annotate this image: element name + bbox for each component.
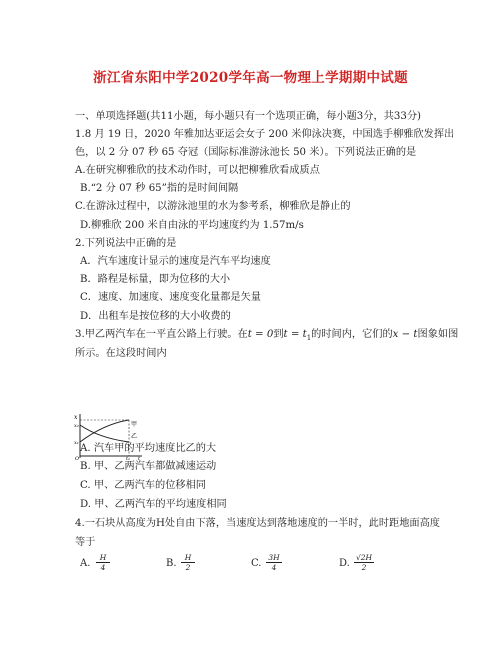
question-4-option-b-letter: B. (166, 558, 177, 569)
question-4-option-d-letter: D. (339, 558, 350, 569)
question-3-option-b: B. 甲、乙两汽车都做减速运动 (80, 461, 217, 472)
question-1-line-1: 1.8 月 19 日，2020 年雅加达亚运会女子 200 米仰泳决赛，中国选手柳雅欣发挥出 (75, 129, 455, 140)
question-4-option-c-letter: C. (251, 558, 262, 569)
question-3-option-d: D. 甲、乙两汽车的平均速度相同 (80, 499, 227, 510)
question-1-option-d: D.柳雅欣 200 米自由泳的平均速度约为 1.57m/s (80, 220, 304, 231)
question-2-option-c: C．速度、加速度、速度变化量都是矢量 (80, 292, 261, 303)
question-4-line-2: 等于 (75, 537, 96, 548)
graph-x2-label: x₂ (74, 423, 79, 429)
question-1-option-a: A.在研究柳雅欣的技术动作时，可以把柳雅欣看成质点 (75, 165, 320, 176)
graph-t1-label: t₁ (126, 456, 131, 460)
question-4-option-c-fraction: $\frac{3H}{4}$ (266, 553, 282, 572)
graph-curve-yi (80, 420, 129, 442)
question-4-option-a-letter: A. (80, 558, 91, 569)
graph-series-jia: 甲 (131, 421, 138, 428)
question-2-option-d: D．出租车是按位移的大小收费的 (80, 311, 231, 322)
question-2-stem: 2.下列说法中正确的是 (75, 238, 177, 249)
graph-origin: O (75, 456, 80, 460)
graph-x-label: x (74, 414, 78, 421)
question-3-option-a: A. 汽车甲的平均速度比乙的大 (80, 443, 217, 454)
graph-x1-label: x₁ (74, 440, 79, 446)
question-4-option-b-fraction: $\frac{H}{2}$ (181, 553, 195, 572)
question-4-option-a-fraction: $\frac{H}{4}$ (96, 553, 110, 572)
question-1-line-2: 色，以 2 分 07 秒 65 夺冠（国际标准游泳池长 50 米）。下列说法正确的是 (75, 147, 417, 158)
question-2-option-b: B．路程是标量，即为位移的大小 (80, 274, 231, 285)
graph-t-axis-label: t (138, 456, 141, 460)
question-3-line-2: 所示。在这段时间内 (75, 348, 167, 359)
question-4-option-d-fraction: $\frac{√2H}{2}$ (355, 553, 373, 572)
question-3-option-c: C. 甲、乙两汽车的位移相同 (80, 480, 206, 491)
question-1-option-b: B.“2 分 07 秒 65”指的是时间间隔 (80, 183, 239, 194)
page-title: 浙江省东阳中学2020学年高一物理上学期期中试题 (93, 70, 408, 86)
section-heading: 一、单项选择题(共11小题，每小题只有一个选项正确，每小题3分，共33分) (75, 111, 421, 122)
question-3-line-1: 3.甲乙两汽车在一平直公路上行驶。在t = 0到$t = t_1$的时间内，它们的x − t图象如图 (75, 329, 459, 343)
question-1-option-c: C.在游泳过程中，以游泳池里的水为参考系，柳雅欣是静止的 (75, 201, 351, 212)
question-4-line-1: 4.一石块从高度为H处自由下落，当速度达到落地速度的一半时，此时距地面高度 (75, 518, 440, 529)
graph-series-yi: 乙 (131, 433, 138, 440)
question-2-option-a: A．汽车速度计显示的速度是汽车平均速度 (80, 256, 271, 267)
